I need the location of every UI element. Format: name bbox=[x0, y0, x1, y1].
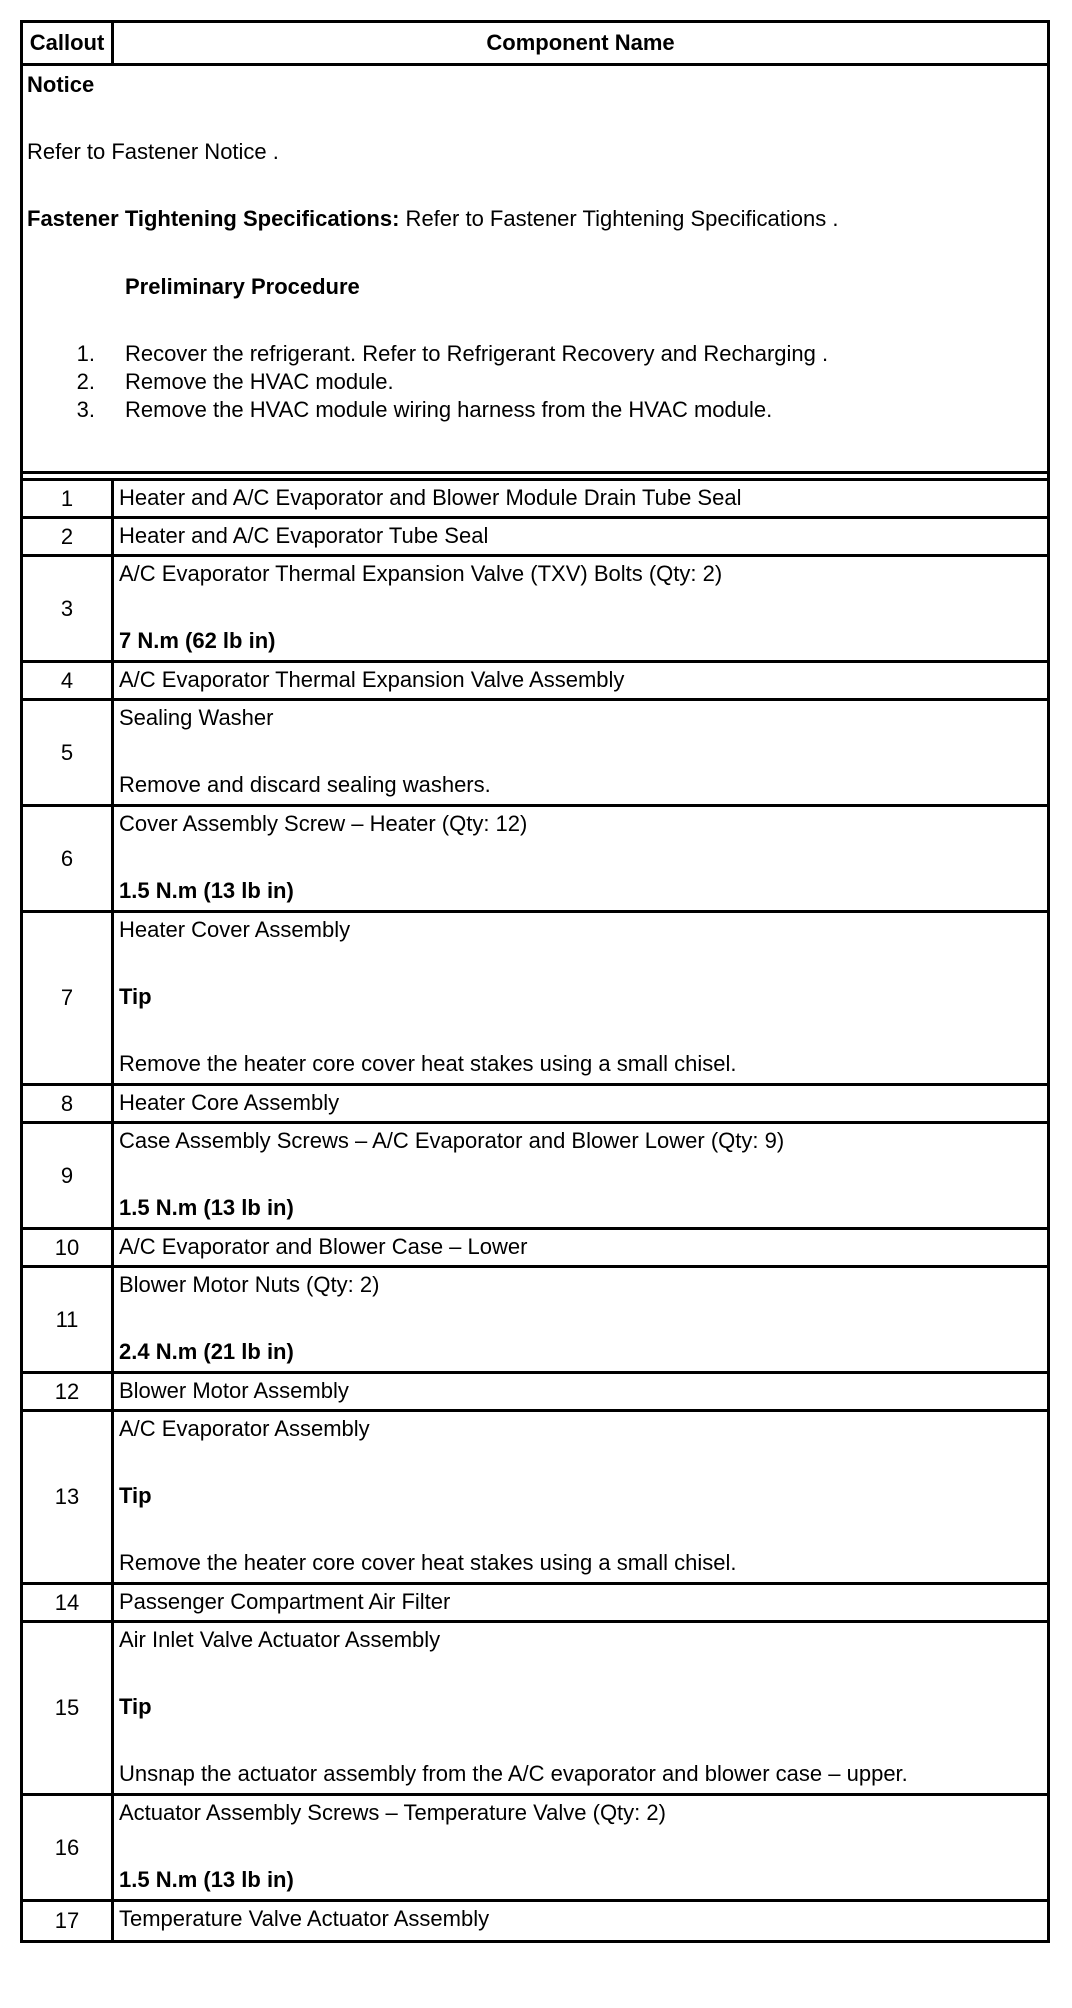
component-name: Heater Core Assembly bbox=[119, 1090, 340, 1115]
component-name: Actuator Assembly Screws – Temperature Valve (Qty: 2) bbox=[119, 1800, 666, 1825]
section-divider bbox=[23, 474, 1047, 481]
component-name: Blower Motor Assembly bbox=[119, 1378, 349, 1403]
callout-number: 7 bbox=[23, 913, 114, 1083]
component-cell bbox=[114, 663, 1047, 698]
component-name: Heater Cover Assembly bbox=[119, 917, 351, 942]
fastener-spec-text: Refer to Fastener Tightening Specifications . bbox=[399, 206, 839, 231]
table-row bbox=[23, 913, 1047, 1086]
component-cell bbox=[114, 481, 1047, 516]
table-row bbox=[23, 557, 1047, 663]
callout-number: 13 bbox=[23, 1412, 114, 1582]
table-row bbox=[23, 701, 1047, 807]
callout-number: 16 bbox=[23, 1796, 114, 1899]
fastener-spec-label: Fastener Tightening Specifications: bbox=[27, 206, 400, 231]
callout-number: 5 bbox=[23, 701, 114, 804]
fastener-notice-text: Refer to Fastener Notice . bbox=[27, 139, 279, 164]
tip-label: Tip bbox=[119, 1483, 152, 1508]
table-row bbox=[23, 1796, 1047, 1902]
component-name: Case Assembly Screws – A/C Evaporator and Blower Lower (Qty: 9) bbox=[119, 1128, 785, 1153]
component-name: A/C Evaporator Thermal Expansion Valve Assembly bbox=[119, 667, 625, 692]
table-row bbox=[23, 481, 1047, 519]
callout-number: 3 bbox=[23, 557, 114, 660]
callout-number: 2 bbox=[23, 519, 114, 554]
component-name: Temperature Valve Actuator Assembly bbox=[119, 1906, 490, 1931]
callout-number: 12 bbox=[23, 1374, 114, 1409]
component-name: Cover Assembly Screw – Heater (Qty: 12) bbox=[119, 811, 528, 836]
step-number: 3. bbox=[76, 397, 95, 422]
callout-number: 15 bbox=[23, 1623, 114, 1793]
component-cell bbox=[114, 1796, 1047, 1899]
torque-spec: 2.4 N.m (21 lb in) bbox=[119, 1339, 294, 1364]
component-name: A/C Evaporator Assembly bbox=[119, 1416, 370, 1441]
callout-number: 8 bbox=[23, 1086, 114, 1121]
notice-title: Notice bbox=[27, 72, 95, 97]
table-row bbox=[23, 1086, 1047, 1124]
component-note: Remove and discard sealing washers. bbox=[119, 772, 491, 797]
tip-label: Tip bbox=[119, 1694, 152, 1719]
component-name: Passenger Compartment Air Filter bbox=[119, 1589, 451, 1614]
component-cell bbox=[114, 1268, 1047, 1371]
table-row bbox=[23, 1374, 1047, 1412]
torque-spec: 1.5 N.m (13 lb in) bbox=[119, 878, 294, 903]
table-row bbox=[23, 1902, 1047, 1940]
component-name: A/C Evaporator and Blower Case – Lower bbox=[119, 1234, 528, 1259]
torque-spec: 7 N.m (62 lb in) bbox=[119, 628, 276, 653]
table-row bbox=[23, 807, 1047, 913]
component-cell bbox=[114, 807, 1047, 910]
callout-number: 4 bbox=[23, 663, 114, 698]
component-cell bbox=[114, 1412, 1047, 1582]
table-row bbox=[23, 1124, 1047, 1230]
tip-note: Remove the heater core cover heat stakes using a small chisel. bbox=[119, 1051, 737, 1076]
step-number: 1. bbox=[76, 341, 95, 366]
component-cell bbox=[114, 519, 1047, 554]
callout-number: 17 bbox=[23, 1902, 114, 1940]
tip-label: Tip bbox=[119, 984, 152, 1009]
table-row bbox=[23, 1623, 1047, 1796]
step-number: 2. bbox=[76, 369, 95, 394]
callout-number: 1 bbox=[23, 481, 114, 516]
callout-header: Callout bbox=[23, 23, 114, 63]
fastener-spec-line bbox=[27, 206, 838, 232]
component-name: A/C Evaporator Thermal Expansion Valve (TXV) Bolts (Qty: 2) bbox=[119, 561, 723, 586]
tip-note: Remove the heater core cover heat stakes using a small chisel. bbox=[119, 1550, 737, 1575]
step-text: Remove the HVAC module wiring harness from the HVAC module. bbox=[125, 397, 773, 422]
callout-number: 10 bbox=[23, 1230, 114, 1265]
step-text: Recover the refrigerant. Refer to Refrigerant Recovery and Recharging . bbox=[125, 341, 829, 366]
component-cell bbox=[114, 557, 1047, 660]
table-row bbox=[23, 1230, 1047, 1268]
preliminary-procedure-title: Preliminary Procedure bbox=[125, 274, 360, 299]
table-row bbox=[23, 519, 1047, 557]
callout-number: 9 bbox=[23, 1124, 114, 1227]
component-cell bbox=[114, 1086, 1047, 1121]
tip-note: Unsnap the actuator assembly from the A/C evaporator and blower case – upper. bbox=[119, 1761, 908, 1786]
component-name: Air Inlet Valve Actuator Assembly bbox=[119, 1627, 441, 1652]
torque-spec: 1.5 N.m (13 lb in) bbox=[119, 1867, 294, 1892]
component-table bbox=[20, 20, 1050, 1943]
component-name: Heater and A/C Evaporator Tube Seal bbox=[119, 523, 489, 548]
component-cell bbox=[114, 1230, 1047, 1265]
table-row bbox=[23, 1585, 1047, 1623]
component-cell bbox=[114, 1585, 1047, 1620]
table-row bbox=[23, 1268, 1047, 1374]
component-cell bbox=[114, 701, 1047, 804]
torque-spec: 1.5 N.m (13 lb in) bbox=[119, 1195, 294, 1220]
callout-number: 11 bbox=[23, 1268, 114, 1371]
component-name-header: Component Name bbox=[486, 30, 675, 55]
component-cell bbox=[114, 1124, 1047, 1227]
component-rows bbox=[23, 481, 1047, 1940]
component-cell bbox=[114, 1374, 1047, 1409]
component-cell bbox=[114, 1902, 1047, 1940]
component-cell bbox=[114, 1623, 1047, 1793]
table-row bbox=[23, 663, 1047, 701]
step-text: Remove the HVAC module. bbox=[125, 369, 394, 394]
callout-number: 14 bbox=[23, 1585, 114, 1620]
table-header bbox=[23, 23, 1047, 66]
component-name: Blower Motor Nuts (Qty: 2) bbox=[119, 1272, 380, 1297]
component-name: Sealing Washer bbox=[119, 705, 274, 730]
component-name: Heater and A/C Evaporator and Blower Module Drain Tube Seal bbox=[119, 485, 742, 510]
component-cell bbox=[114, 913, 1047, 1083]
table-row bbox=[23, 1412, 1047, 1585]
callout-number: 6 bbox=[23, 807, 114, 910]
notice-section bbox=[23, 66, 1047, 474]
